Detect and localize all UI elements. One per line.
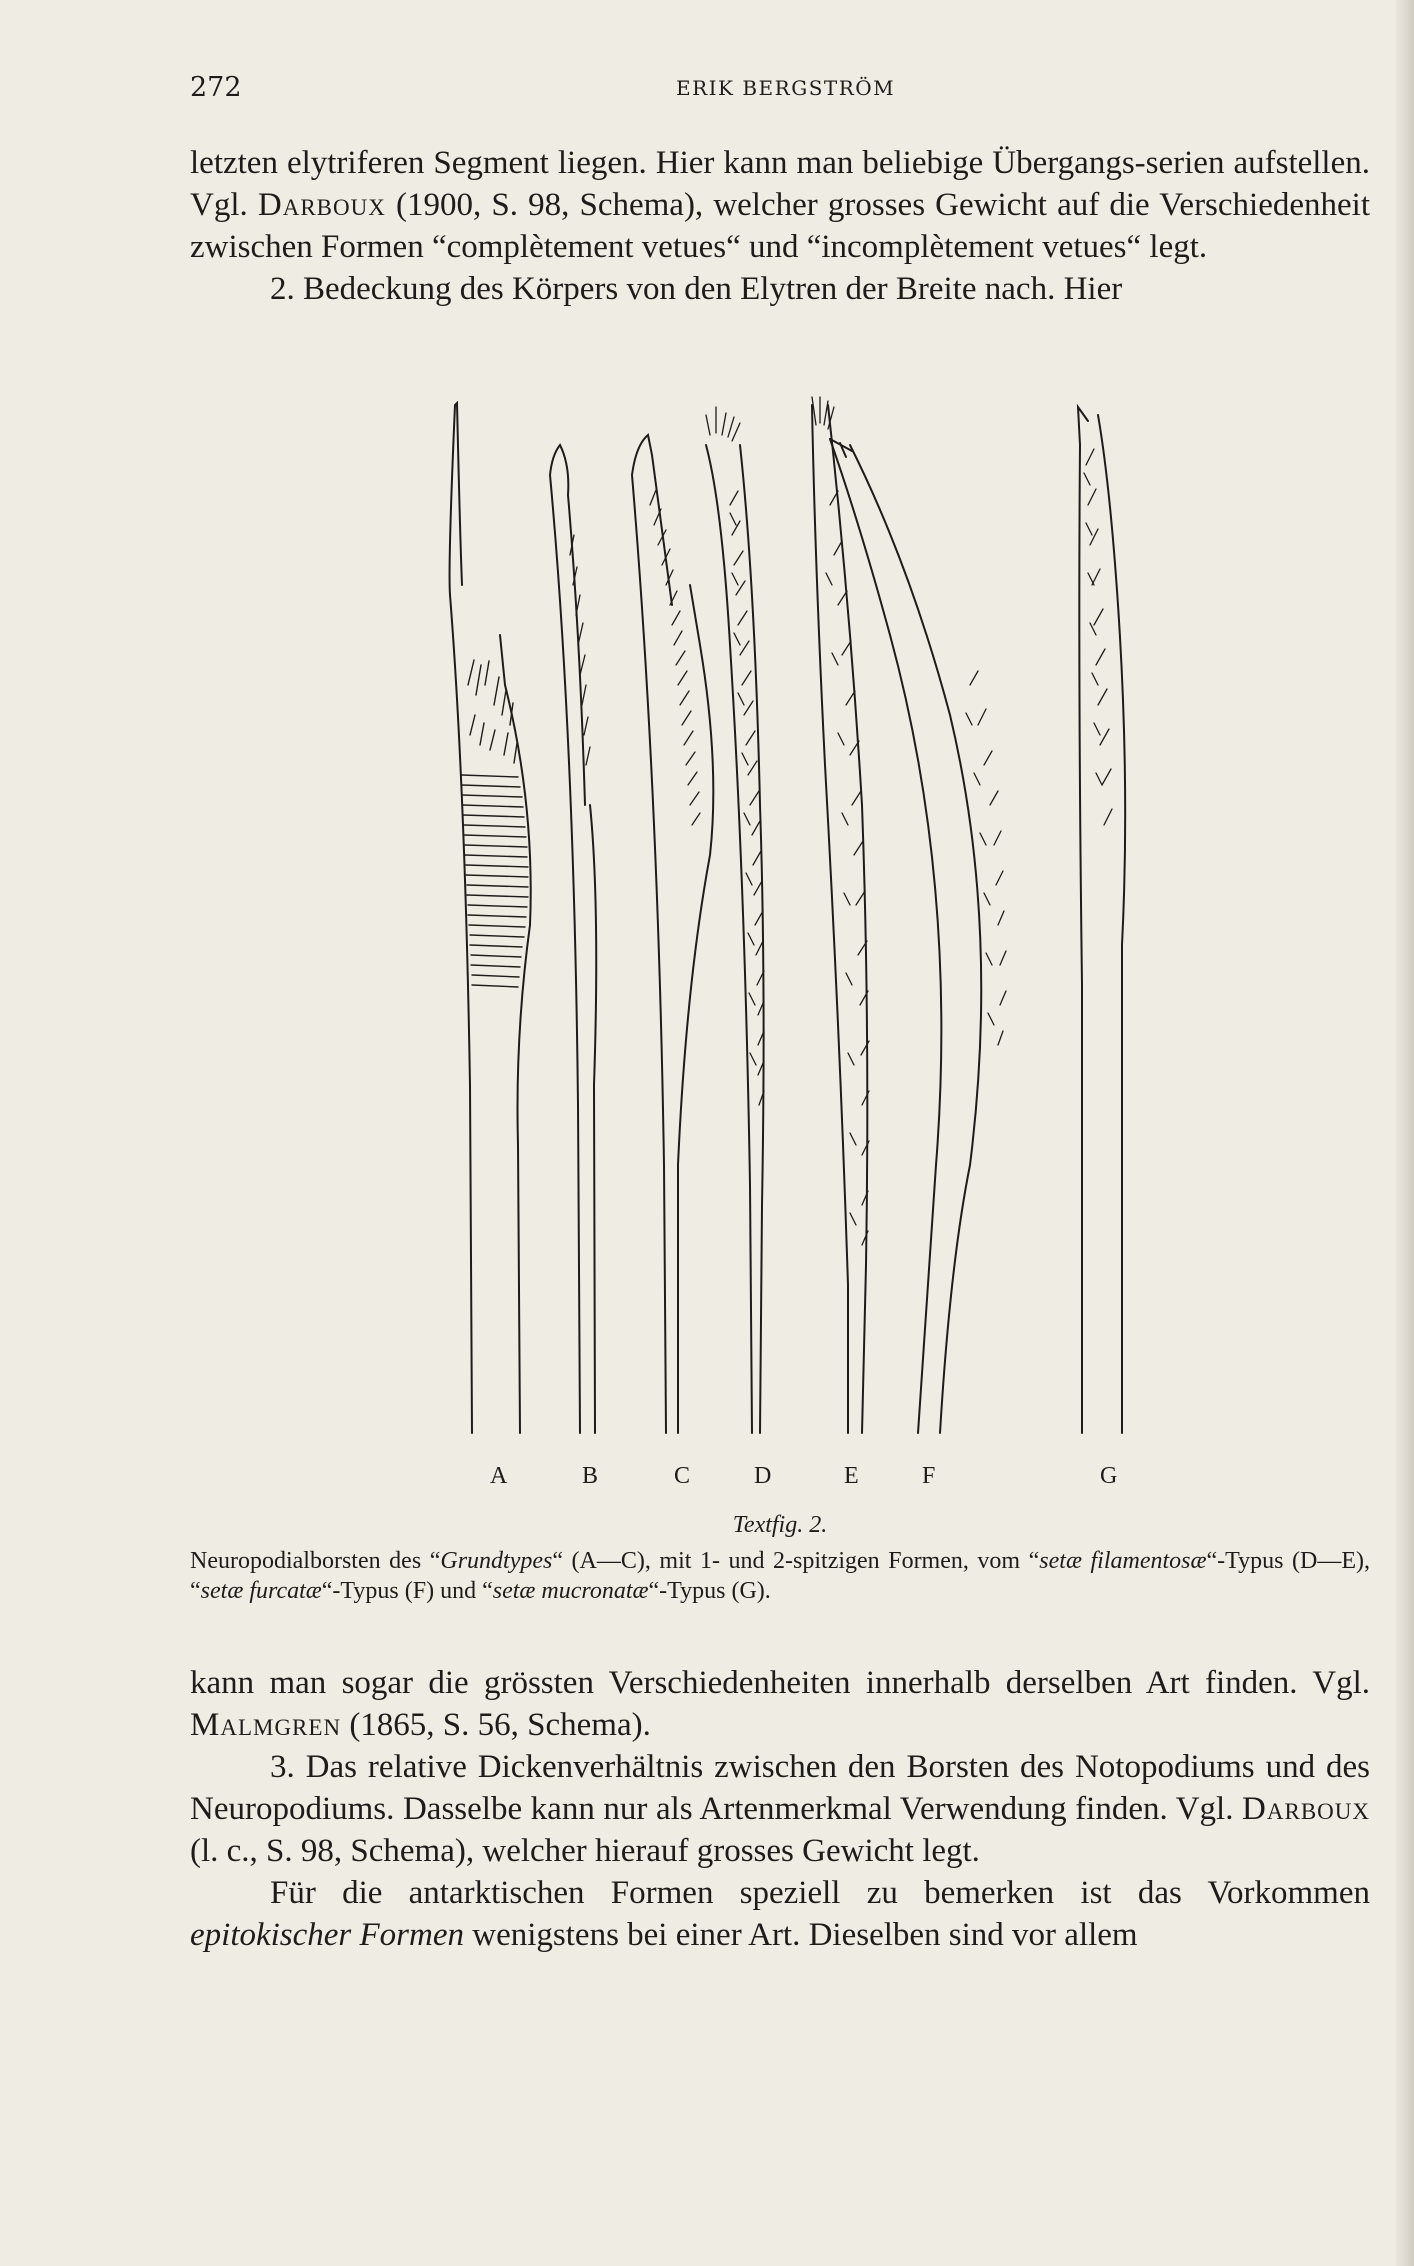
caption-run: “-Typus (F) und “ — [321, 1578, 493, 1604]
running-head — [190, 72, 1370, 112]
figure-setae — [410, 385, 1190, 1495]
letter-f: F — [922, 1463, 936, 1489]
letter-e: E — [844, 1463, 859, 1489]
seta-c-hatching — [650, 490, 700, 825]
caption-italic: setæ mucronatæ — [492, 1578, 649, 1604]
caption-text — [190, 1546, 1370, 1606]
letter-a: A — [490, 1463, 508, 1489]
running-title: ERIK BERGSTRÖM — [676, 76, 896, 100]
letter-g: G — [1100, 1463, 1118, 1489]
bottom-text-block — [190, 1662, 1370, 1956]
text-run: (l. c., S. 98, Schema), welcher hierauf grosses Gewicht legt. — [190, 1833, 980, 1869]
seta-a — [450, 403, 472, 1433]
seta-f-edge — [850, 445, 981, 1433]
paragraph-antarctic — [190, 1872, 1370, 1956]
text-run: (1865, S. 56, Schema). — [341, 1707, 651, 1743]
letter-d: D — [754, 1463, 772, 1489]
caption-italic: setæ filamentosæ — [1039, 1548, 1207, 1574]
seta-c-edge — [678, 585, 713, 1433]
letter-c: C — [674, 1463, 691, 1489]
seta-letters — [490, 1463, 1117, 1489]
seta-d — [706, 445, 752, 1433]
letter-b: B — [582, 1463, 599, 1489]
caption-run: “-Typus (D—E), “ — [190, 1548, 1371, 1604]
caption-run: “-Typus (G). — [648, 1578, 771, 1604]
setae-drawing — [410, 385, 1190, 1495]
author-citation: Darboux — [257, 187, 386, 223]
text-run: 3. Das relative Dickenverhältnis zwischen den Borsten des Notopodiums und des Neuropodiums. Dasselbe kann nur als Artenmerkmal Verwendung finden. Vgl. — [190, 1749, 1370, 1827]
paragraph-item-3 — [190, 1746, 1370, 1872]
caption-italic: setæ furcatæ — [200, 1578, 322, 1604]
text-run: kann man sogar die grössten Verschiedenheiten innerhalb derselben Art finden. Vgl. — [190, 1665, 1370, 1701]
paragraph-continuation — [190, 142, 1370, 268]
text-run: letzten elytriferen Segment liegen. Hier kann man beliebige Übergangs-serien aufstellen. Vgl. — [190, 145, 1370, 223]
seta-b — [550, 445, 585, 1433]
italic-term: epitokischer Formen — [190, 1917, 465, 1953]
figure-caption — [190, 1510, 1370, 1606]
author-citation: Malmgren — [190, 1707, 342, 1743]
caption-run: “ (A—C), mit 1- und 2-spitzigen Formen, vom “ — [552, 1548, 1040, 1574]
text-run: wenigstens bei einer Art. Dieselben sind vor allem — [464, 1917, 1138, 1953]
figure-label: Textfig. 2. — [732, 1512, 828, 1538]
seta-f-spines — [966, 671, 1006, 1045]
seta-b-edge — [590, 805, 596, 1433]
seta-d-spines — [706, 407, 764, 1105]
page-number: 272 — [190, 72, 242, 103]
top-text-block — [190, 142, 1370, 310]
page-edge — [1396, 0, 1414, 2266]
caption-italic: Grundtypes — [440, 1548, 553, 1574]
text-run: (1900, S. 98, Schema), welcher grosses Gewicht auf die Verschiedenheit zwischen Formen “complètement vetues“ und “incomplètement vetues“ legt. — [190, 187, 1370, 265]
paragraph-item-2: 2. Bedeckung des Körpers von den Elytren der Breite nach. Hier — [270, 271, 1123, 307]
seta-a-hatching — [462, 660, 528, 987]
seta-g — [1078, 407, 1088, 1433]
text-run: Für die antarktischen Formen speziell zu bemerken ist das Vorkommen — [270, 1875, 1370, 1911]
paragraph-continuation — [190, 1662, 1370, 1746]
author-citation: Darboux — [1242, 1791, 1370, 1827]
seta-g-spines — [1084, 449, 1112, 825]
seta-g-edge — [1098, 415, 1125, 1433]
caption-run: Neuropodialborsten des “ — [190, 1548, 441, 1574]
